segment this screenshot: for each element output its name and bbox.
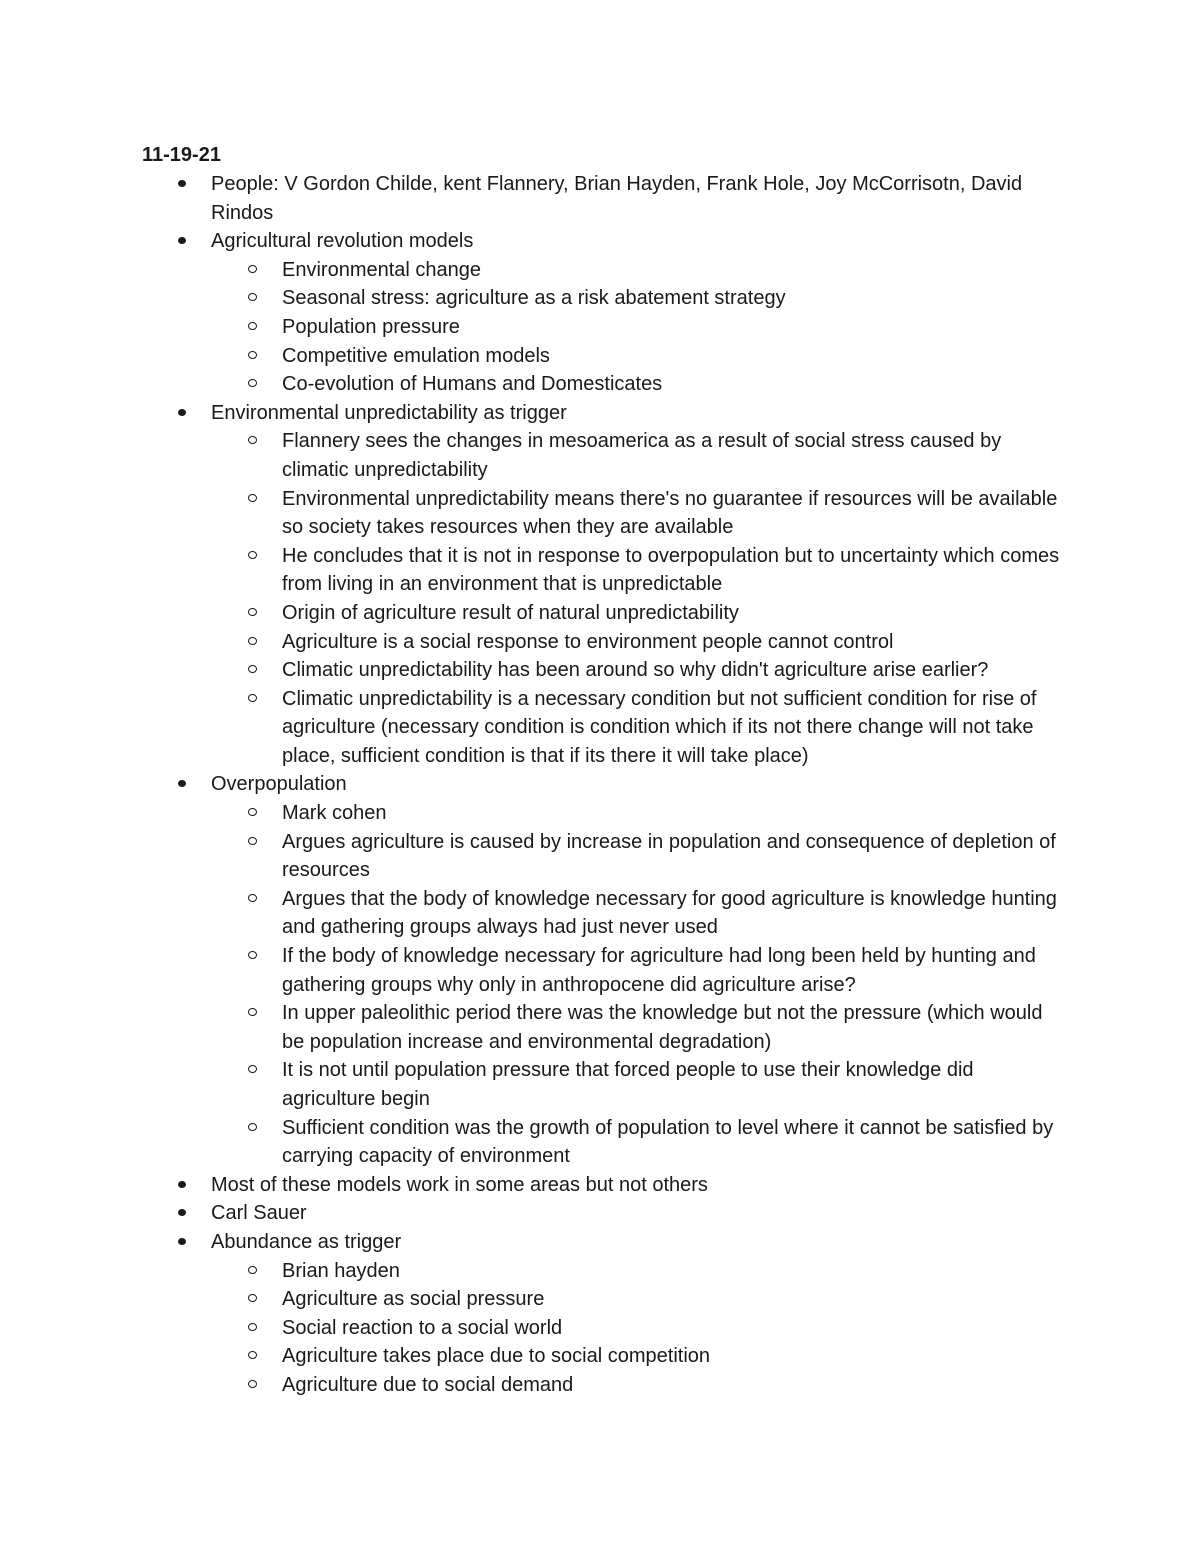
list-item — [0, 170, 1061, 227]
sub-list-item — [282, 485, 1061, 542]
list-item-text: Agricultural revolution models — [211, 230, 474, 253]
bullet-circle-icon — [248, 637, 257, 645]
sub-bullet-list — [211, 427, 1061, 770]
sub-list-item — [282, 256, 1061, 285]
bullet-disc-icon — [178, 409, 186, 416]
bullet-circle-icon — [248, 608, 257, 616]
list-item-text: Most of these models work in some areas but not others — [211, 1173, 708, 1196]
sub-list-item-text: Climatic unpredictability has been around so why didn't agriculture arise earlier? — [282, 659, 989, 682]
sub-list-item — [282, 1314, 1061, 1343]
sub-list-item-text: Sufficient condition was the growth of population to level where it cannot be satisfied by carrying capacity of environment — [282, 1116, 1054, 1168]
sub-bullet-list — [211, 799, 1061, 1171]
bullet-circle-icon — [248, 808, 257, 816]
sub-list-item — [282, 885, 1061, 942]
sub-list-item-text: Competitive emulation models — [282, 344, 550, 367]
sub-list-item-text: Argues agriculture is caused by increase in population and consequence of depletion of resources — [282, 830, 1056, 882]
date-heading: 11-19-21 — [142, 144, 221, 166]
list-item-text: Overpopulation — [211, 773, 347, 796]
sub-list-item-text: Climatic unpredictability is a necessary condition but not sufficient condition for rise of agriculture (necessary condition is condition which if its not there change will not take place, sufficient condition is that if its there it will take place) — [282, 687, 1037, 767]
sub-bullet-list — [211, 1257, 1061, 1400]
bullet-circle-icon — [248, 951, 257, 959]
bullet-circle-icon — [248, 551, 257, 559]
sub-list-item — [282, 313, 1061, 342]
bullet-disc-icon — [178, 1209, 186, 1216]
bullet-circle-icon — [248, 1294, 257, 1302]
sub-list-item — [282, 342, 1061, 371]
notes-list — [0, 170, 1200, 1400]
sub-list-item-text: Brian hayden — [282, 1259, 400, 1282]
sub-list-item-text: Co-evolution of Humans and Domesticates — [282, 373, 663, 396]
bullet-circle-icon — [248, 1351, 257, 1359]
bullet-circle-icon — [248, 436, 257, 444]
bullet-circle-icon — [248, 265, 257, 273]
bullet-circle-icon — [248, 293, 257, 301]
list-item — [0, 1171, 1061, 1200]
list-item — [0, 770, 1061, 1170]
bullet-circle-icon — [248, 1380, 257, 1388]
bullet-circle-icon — [248, 322, 257, 330]
sub-list-item-text: Social reaction to a social world — [282, 1316, 563, 1339]
bullet-circle-icon — [248, 351, 257, 359]
bullet-disc-icon — [178, 237, 186, 244]
sub-list-item — [282, 542, 1061, 599]
sub-list-item — [282, 799, 1061, 828]
sub-list-item-text: Mark cohen — [282, 802, 387, 825]
sub-list-item-text: Agriculture as social pressure — [282, 1288, 545, 1311]
sub-list-item-text: Argues that the body of knowledge necessary for good agriculture is knowledge hunting and gathering groups always had just never used — [282, 887, 1057, 939]
sub-list-item — [282, 1056, 1061, 1113]
sub-bullet-list — [211, 256, 1061, 399]
sub-list-item — [282, 427, 1061, 484]
sub-list-item-text: Seasonal stress: agriculture as a risk abatement strategy — [282, 287, 786, 310]
sub-list-item — [282, 284, 1061, 313]
sub-list-item-text: Environmental change — [282, 258, 482, 281]
bullet-circle-icon — [248, 894, 257, 902]
list-item-text: Environmental unpredictability as trigger — [211, 401, 567, 424]
bullet-circle-icon — [248, 1123, 257, 1131]
sub-list-item-text: Flannery sees the changes in mesoamerica as a result of social stress caused by climatic unpredictability — [282, 430, 1002, 481]
sub-list-item — [282, 628, 1061, 657]
sub-list-item — [282, 1371, 1061, 1400]
bullet-circle-icon — [248, 494, 257, 502]
sub-list-item-text: It is not until population pressure that forced people to use their knowledge did agriculture begin — [282, 1059, 974, 1110]
bullet-disc-icon — [178, 1181, 186, 1188]
bullet-circle-icon — [248, 1266, 257, 1274]
sub-list-item-text: Population pressure — [282, 315, 460, 338]
sub-list-item — [282, 999, 1061, 1056]
bullet-circle-icon — [248, 694, 257, 702]
bullet-disc-icon — [178, 180, 186, 187]
bullet-circle-icon — [248, 1065, 257, 1073]
bullet-circle-icon — [248, 665, 257, 673]
list-item — [0, 1199, 1061, 1228]
sub-list-item — [282, 828, 1061, 885]
bullet-circle-icon — [248, 837, 257, 845]
sub-list-item-text: Environmental unpredictability means there's no guarantee if resources will be available so society takes resources when they are available — [282, 487, 1058, 539]
bullet-circle-icon — [248, 1008, 257, 1016]
list-item — [0, 227, 1061, 399]
sub-list-item — [282, 685, 1061, 771]
bullet-circle-icon — [248, 1323, 257, 1331]
sub-list-item — [282, 656, 1061, 685]
sub-list-item-text: Agriculture takes place due to social competition — [282, 1345, 711, 1368]
list-item-text: Abundance as trigger — [211, 1230, 402, 1253]
bullet-circle-icon — [248, 379, 257, 387]
list-item-text: People: V Gordon Childe, kent Flannery, Brian Hayden, Frank Hole, Joy McCorrisotn, David Rindos — [211, 173, 1023, 224]
bullet-disc-icon — [178, 1238, 186, 1245]
sub-list-item-text: Agriculture due to social demand — [282, 1373, 574, 1396]
sub-list-item — [282, 1114, 1061, 1171]
list-item — [0, 399, 1061, 771]
sub-list-item — [282, 1342, 1061, 1371]
sub-list-item-text: He concludes that it is not in response to overpopulation but to uncertainty which comes from living in an environment that is unpredictable — [282, 544, 1060, 596]
sub-list-item-text: Origin of agriculture result of natural unpredictability — [282, 601, 739, 624]
sub-list-item — [282, 1285, 1061, 1314]
sub-list-item — [282, 599, 1061, 628]
sub-list-item — [282, 370, 1061, 399]
list-item — [0, 1228, 1061, 1400]
sub-list-item-text: Agriculture is a social response to environment people cannot control — [282, 630, 894, 653]
list-item-text: Carl Sauer — [211, 1202, 307, 1225]
bullet-list — [0, 170, 1200, 1400]
sub-list-item-text: In upper paleolithic period there was the knowledge but not the pressure (which would be population increase and environmental degradation) — [282, 1002, 1043, 1053]
sub-list-item — [282, 942, 1061, 999]
bullet-disc-icon — [178, 780, 186, 787]
sub-list-item-text: If the body of knowledge necessary for agriculture had long been held by hunting and gathering groups why only in anthropocene did agriculture arise? — [282, 945, 1036, 996]
sub-list-item — [282, 1257, 1061, 1286]
